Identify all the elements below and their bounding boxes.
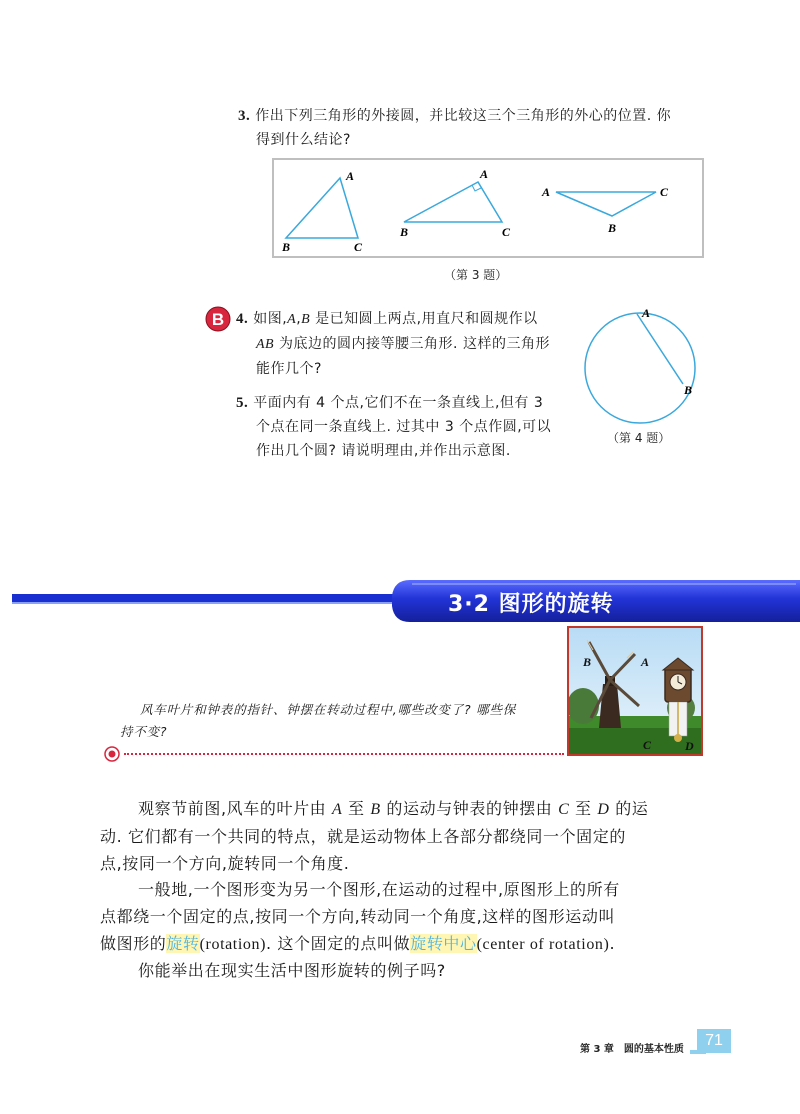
text: 一般地,一个图形变为另一个图形,在运动的过程中,原图形上的所有: [138, 880, 620, 899]
point-d: D: [597, 801, 610, 818]
body-paragraph-1: [100, 795, 710, 877]
t2-label-a: A: [480, 167, 489, 181]
t1-label-a: A: [346, 169, 355, 183]
text: 为底边的圆内接等腰三角形. 这样的三角形: [274, 336, 550, 352]
triangle-1: [286, 178, 358, 238]
footer-chapter: 第 3 章 圆的基本性质: [580, 1044, 684, 1055]
circle-figure: [578, 304, 708, 429]
t2-label-b: B: [400, 225, 409, 239]
photo-label-b: B: [583, 655, 592, 669]
text: 个点在同一条直线上. 过其中 3 个点作圆,可以: [256, 419, 552, 435]
text: .: [609, 934, 616, 953]
section-title: 3·2 图形的旋转: [448, 592, 614, 617]
text: 至: [342, 799, 371, 818]
section-header: [388, 576, 800, 624]
exercise-number: 4.: [236, 311, 249, 327]
exercise-4-caption: （第 4 题）: [607, 431, 671, 445]
t1-label-b: B: [282, 240, 291, 254]
text: 至: [569, 799, 598, 818]
t1-label-c: C: [354, 240, 363, 254]
exercise-3-line2: 得到什么结论?: [256, 132, 351, 148]
circle: [585, 313, 695, 423]
text: 的运: [609, 799, 649, 818]
exercise-3-figure: [272, 158, 704, 258]
point-b: B: [301, 312, 311, 327]
body-paragraph-2: [100, 876, 720, 958]
body-paragraph-3: 你能举出在现实生活中图形旋转的例子吗?: [138, 961, 446, 980]
text: 能作几个?: [256, 361, 322, 377]
svg-text:B: B: [211, 310, 225, 329]
term-center-en: (center of rotation): [476, 936, 610, 953]
text: 点都绕一个固定的点,按同一个方向,转动同一个角度,这样的图形运动叫: [100, 907, 616, 926]
t3-label-c: C: [660, 185, 669, 199]
exercise-4: [236, 307, 586, 381]
section-band-line-light: [12, 602, 412, 604]
level-b-badge: [205, 306, 231, 332]
triangle-3: [556, 192, 656, 216]
text: ,: [296, 311, 302, 327]
point-c: C: [558, 801, 570, 818]
term-rotation: 旋转: [166, 934, 200, 953]
page-number: 71: [697, 1029, 731, 1053]
photo-label-d: D: [685, 739, 694, 753]
triangle-2: [404, 182, 502, 222]
text: . 这个固定的点叫做: [266, 934, 411, 953]
text: 是已知圆上两点,用直尺和圆规作以: [310, 311, 538, 327]
text: 观察节前图,风车的叶片由: [138, 799, 332, 818]
term-center-of-rotation: 旋转中心: [410, 934, 477, 953]
section-photo: [567, 626, 703, 756]
fig4-label-b: B: [684, 383, 693, 397]
text: 平面内有 4 个点,它们不在一条直线上,但有 3: [253, 395, 544, 411]
point-b: B: [370, 801, 381, 818]
text: 作出几个圆? 请说明理由,并作出示意图.: [256, 443, 511, 459]
exercise-3: [238, 104, 718, 152]
exercise-5: [236, 391, 586, 463]
fig4-label-a: A: [642, 306, 651, 320]
segment-ab: AB: [256, 337, 275, 352]
t2-label-c: C: [502, 225, 511, 239]
exercise-4-figure: [578, 304, 708, 429]
section-intro: [120, 699, 560, 743]
dotted-divider: [124, 753, 564, 755]
exercise-number: 3.: [238, 108, 251, 124]
divider-bullet-icon: [104, 746, 120, 762]
text: 如图,: [253, 311, 288, 327]
text: 动. 它们都有一个共同的特点，就是运动物体上各部分都绕同一个固定的: [100, 827, 626, 846]
intro-line2: 持不变?: [120, 724, 168, 739]
t3-label-b: B: [608, 221, 617, 235]
photo-label-c: C: [643, 738, 652, 752]
triangles-figure: [274, 160, 702, 256]
point-a: A: [287, 312, 297, 327]
chord-ab: [637, 314, 683, 384]
text: 点,按同一个方向,旋转同一个角度.: [100, 854, 350, 873]
exercise-number: 5.: [236, 395, 249, 411]
text: 做图形的: [100, 934, 167, 953]
windmill-clock-illustration: [569, 628, 701, 754]
badge-b-icon: [205, 306, 231, 332]
point-a: A: [331, 801, 343, 818]
term-rotation-en: (rotation): [199, 936, 267, 953]
intro-line1: 风车叶片和钟表的指针、钟摆在转动过程中,哪些改变了? 哪些保: [140, 702, 517, 717]
exercise-3-line1: 作出下列三角形的外接圆，并比较这三个三角形的外心的位置. 你: [255, 108, 672, 124]
text: 的运动与钟表的钟摆由: [380, 799, 559, 818]
exercise-3-caption: （第 3 题）: [444, 268, 508, 282]
t3-label-a: A: [542, 185, 551, 199]
section-band-line: [12, 594, 412, 602]
photo-label-a: A: [641, 655, 650, 669]
